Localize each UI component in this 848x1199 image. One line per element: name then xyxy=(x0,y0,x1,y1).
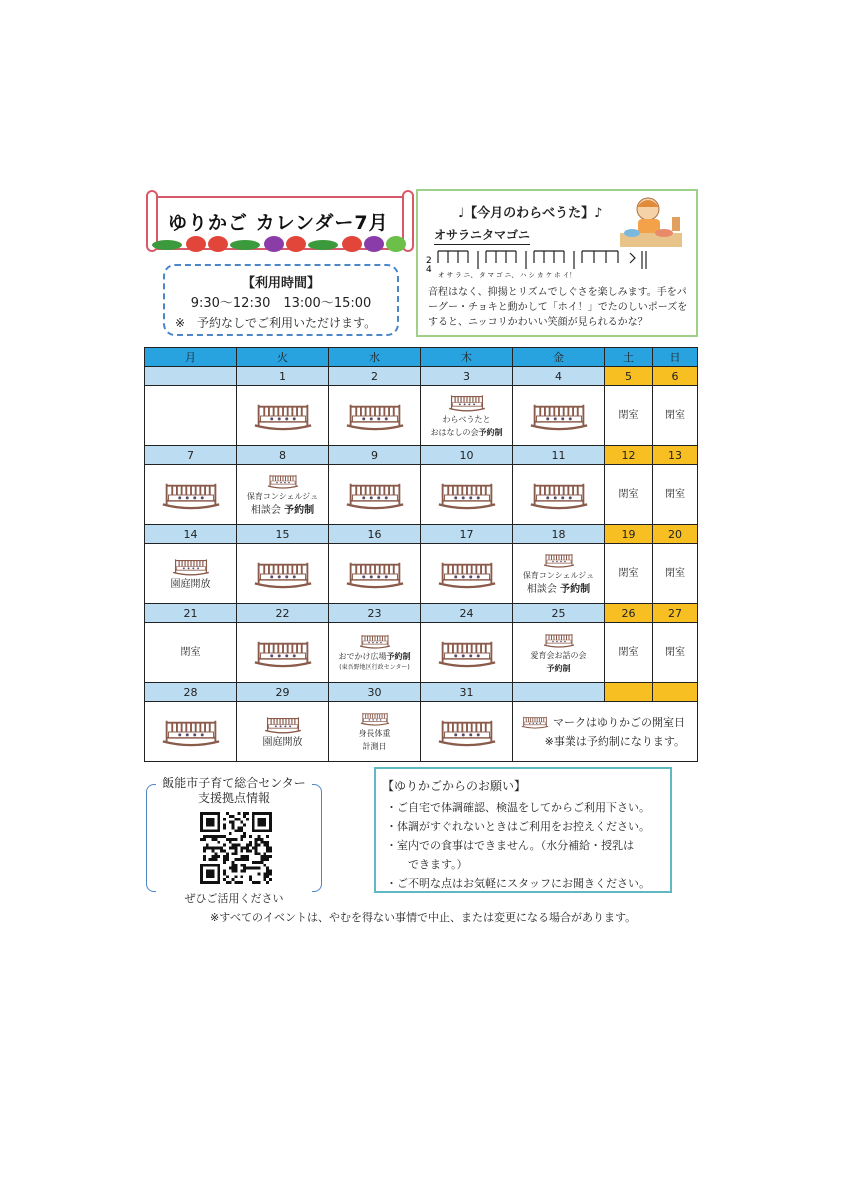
vegetable-decoration xyxy=(150,236,410,256)
day-cell-content xyxy=(653,544,697,603)
legend-cell xyxy=(513,702,698,762)
crib-icon xyxy=(359,633,391,649)
request-item: ・室内での食事はできません。（水分補給・授乳は xyxy=(386,839,635,852)
crib-icon xyxy=(253,638,313,668)
day-cell-content xyxy=(329,465,420,524)
warabe-heading: ♩【今月のわらべうた】♪ xyxy=(458,206,603,221)
day-cell-content xyxy=(145,465,236,524)
svg-text:4: 4 xyxy=(426,265,432,275)
day-cell-content xyxy=(605,386,652,445)
date-number: 29 xyxy=(237,683,329,702)
song-title: オサラニタマゴニ xyxy=(434,226,530,245)
day-cell[interactable] xyxy=(653,544,698,604)
svg-text:オ サ ラ ニ、 タ マ ゴ ニ、 ハ シ カ ケ ホ イ！: オ サ ラ ニ、 タ マ ゴ ニ、 ハ シ カ ケ ホ イ！ xyxy=(438,271,576,279)
event-label-text: 相談会 xyxy=(250,504,281,516)
day-cell-content xyxy=(421,623,512,682)
date-number: 25 xyxy=(513,604,605,623)
date-number: 6 xyxy=(653,367,698,386)
date-number: 28 xyxy=(145,683,237,702)
date-number: 23 xyxy=(329,604,421,623)
day-cell-content xyxy=(653,386,697,445)
closed-label: 閉室 xyxy=(665,410,685,421)
closed-label: 閉室 xyxy=(180,647,201,658)
day-cell[interactable] xyxy=(421,386,513,446)
event-location: (東吾野地区行政センター) xyxy=(339,664,410,671)
date-number: 9 xyxy=(329,446,421,465)
legend-text: マークはゆりかごの開室日 xyxy=(553,716,685,729)
cucumber-icon xyxy=(230,240,260,250)
closed-label: 閉室 xyxy=(665,647,685,658)
crib-icon xyxy=(161,480,221,510)
event-label: 保育コンシェルジュ xyxy=(522,570,595,580)
day-cell[interactable] xyxy=(237,465,329,525)
reservation-badge: 予約制 xyxy=(546,663,571,673)
eggplant-icon xyxy=(364,236,384,252)
crib-icon xyxy=(448,393,486,412)
hours-title: 【利用時間】 xyxy=(241,276,320,291)
day-cell[interactable] xyxy=(329,623,421,683)
event-label xyxy=(527,583,590,596)
date-number: 30 xyxy=(329,683,421,702)
request-item: ・体調がすぐれないときはご利用をお控えください。 xyxy=(386,820,650,833)
date-number: 1 xyxy=(237,367,329,386)
day-cell-content xyxy=(145,702,236,761)
closed-label: 閉室 xyxy=(665,489,685,500)
day-cell-content xyxy=(513,386,604,445)
date-number: 21 xyxy=(145,604,237,623)
event-label: 園庭開放 xyxy=(262,736,303,748)
day-cell-content xyxy=(605,465,652,524)
crib-icon xyxy=(529,480,589,510)
event-label xyxy=(251,504,314,517)
closed-label: 閉室 xyxy=(618,489,639,500)
day-cell[interactable] xyxy=(513,623,605,683)
day-cell-content xyxy=(653,465,697,524)
day-cell-content xyxy=(421,465,512,524)
date-number: 10 xyxy=(421,446,513,465)
date-number: 17 xyxy=(421,525,513,544)
crib-icon xyxy=(529,401,589,431)
day-cell-content xyxy=(513,623,604,682)
page-title: ゆりかご カレンダー7月 xyxy=(168,212,389,234)
event-label: 計測日 xyxy=(362,742,387,751)
weekday-header: 金 xyxy=(513,348,605,367)
date-number: 14 xyxy=(145,525,237,544)
support-caption: ぜひご活用ください xyxy=(184,892,284,905)
event-label: 身長体重 xyxy=(358,729,391,738)
cucumber-icon xyxy=(152,240,182,250)
tomato-icon xyxy=(286,236,306,252)
day-cell-content xyxy=(421,386,512,445)
day-cell[interactable] xyxy=(329,544,421,604)
day-cell-content xyxy=(237,544,328,603)
requests-title: 【ゆりかごからのお願い】 xyxy=(382,779,527,793)
closed-label: 閉室 xyxy=(618,410,639,421)
event-label: 園庭開放 xyxy=(170,578,211,590)
event-label-text: 相談会 xyxy=(526,583,557,595)
day-cell[interactable] xyxy=(421,623,513,683)
day-cell[interactable] xyxy=(513,465,605,525)
day-cell[interactable] xyxy=(145,702,237,762)
crib-icon xyxy=(543,632,575,648)
day-cell[interactable] xyxy=(145,386,237,446)
requests-box xyxy=(374,767,672,893)
date-number: 11 xyxy=(513,446,605,465)
legend-note: ※事業は予約制になります。 xyxy=(544,735,685,748)
date-number: 24 xyxy=(421,604,513,623)
crib-icon xyxy=(172,557,210,576)
date-number: 3 xyxy=(421,367,513,386)
support-title-line1: 飯能市子育て総合センター xyxy=(162,776,306,790)
day-cell[interactable] xyxy=(605,386,653,446)
date-number xyxy=(513,683,605,702)
crib-icon xyxy=(161,717,221,747)
day-cell-content xyxy=(329,623,420,682)
rhythm-notation xyxy=(424,247,654,279)
crib-icon xyxy=(437,717,497,747)
day-cell-content xyxy=(237,702,328,761)
day-cell[interactable] xyxy=(605,623,653,683)
day-cell-content xyxy=(237,623,328,682)
day-cell[interactable] xyxy=(329,386,421,446)
day-cell[interactable] xyxy=(421,465,513,525)
qr-code[interactable] xyxy=(200,812,272,884)
cucumber-icon xyxy=(308,240,338,250)
day-cell-content xyxy=(421,544,512,603)
crib-icon xyxy=(437,559,497,589)
event-label xyxy=(339,651,411,662)
date-number: 7 xyxy=(145,446,237,465)
event-label: わらべうたと xyxy=(442,415,491,424)
support-title xyxy=(146,776,322,806)
day-cell[interactable] xyxy=(145,544,237,604)
crib-icon xyxy=(253,559,313,589)
reservation-badge: 予約制 xyxy=(478,428,503,437)
tomato-icon xyxy=(342,236,362,252)
day-cell-content xyxy=(513,544,604,603)
day-cell[interactable] xyxy=(653,465,698,525)
date-number xyxy=(605,683,653,702)
day-cell-content xyxy=(145,623,236,682)
event-label-text: おはなしの会 xyxy=(430,428,479,437)
day-cell[interactable] xyxy=(653,623,698,683)
child-eating-illustration xyxy=(618,195,684,251)
tomato-icon xyxy=(186,236,206,252)
hours-note: ※ 予約なしでご利用いただけます。 xyxy=(175,316,377,330)
event-label: 愛育会お話の会 xyxy=(530,650,587,660)
day-cell-content xyxy=(237,465,328,524)
date-number: 15 xyxy=(237,525,329,544)
event-label-text: おでかけ広場 xyxy=(338,652,387,661)
crib-icon xyxy=(360,711,390,726)
day-cell[interactable] xyxy=(237,386,329,446)
date-number: 19 xyxy=(605,525,653,544)
crib-icon xyxy=(267,473,299,489)
date-number: 8 xyxy=(237,446,329,465)
event-label: 保育コンシェルジュ xyxy=(246,491,319,501)
closed-label: 閉室 xyxy=(618,647,639,658)
crib-icon xyxy=(437,638,497,668)
day-cell-content xyxy=(513,465,604,524)
date-number: 31 xyxy=(421,683,513,702)
support-center-box xyxy=(146,776,322,905)
date-number: 12 xyxy=(605,446,653,465)
opening-hours-box xyxy=(163,264,399,336)
day-cell[interactable] xyxy=(329,465,421,525)
day-cell[interactable] xyxy=(237,623,329,683)
day-cell-content xyxy=(605,544,652,603)
date-number: 2 xyxy=(329,367,421,386)
reservation-badge: 予約制 xyxy=(560,583,591,595)
requests-list xyxy=(386,798,650,893)
closed-label: 閉室 xyxy=(665,568,685,579)
crib-icon xyxy=(521,715,549,729)
crib-icon xyxy=(345,401,405,431)
hours-time: 9:30～12:30 13:00～15:00 xyxy=(190,296,372,311)
day-cell[interactable] xyxy=(421,544,513,604)
date-number: 5 xyxy=(605,367,653,386)
day-cell[interactable] xyxy=(237,702,329,762)
calendar-legend xyxy=(513,714,697,749)
day-cell-content xyxy=(145,386,236,445)
warabe-uta-box xyxy=(416,189,698,337)
day-cell[interactable] xyxy=(329,702,421,762)
day-cell[interactable] xyxy=(145,623,237,683)
closed-label: 閉室 xyxy=(618,568,639,579)
svg-text:2: 2 xyxy=(426,256,432,266)
request-item: ・ご不明な点はお気軽にスタッフにお聞きください。 xyxy=(386,877,650,890)
date-number: 26 xyxy=(605,604,653,623)
date-number: 4 xyxy=(513,367,605,386)
date-number: 20 xyxy=(653,525,698,544)
tomato-icon xyxy=(208,236,228,252)
day-cell[interactable] xyxy=(145,465,237,525)
weekday-header: 月 xyxy=(145,348,237,367)
day-cell-content xyxy=(329,544,420,603)
day-cell[interactable] xyxy=(237,544,329,604)
crib-icon xyxy=(345,559,405,589)
legend-row xyxy=(521,714,685,730)
event-label xyxy=(431,427,503,438)
date-number: 22 xyxy=(237,604,329,623)
date-number: 18 xyxy=(513,525,605,544)
day-cell-content xyxy=(145,544,236,603)
support-title-line2: 支援拠点情報 xyxy=(197,791,270,805)
reservation-badge: 予約制 xyxy=(386,652,411,661)
day-cell[interactable] xyxy=(421,702,513,762)
day-cell-content xyxy=(237,386,328,445)
reservation-badge: 予約制 xyxy=(284,504,315,516)
eggplant-icon xyxy=(264,236,284,252)
day-cell-content xyxy=(653,623,697,682)
request-item-continued: できます。） xyxy=(408,858,468,871)
day-cell[interactable] xyxy=(605,544,653,604)
title-banner xyxy=(146,190,414,260)
date-number xyxy=(145,367,237,386)
date-number: 16 xyxy=(329,525,421,544)
day-cell[interactable] xyxy=(513,544,605,604)
day-cell-content xyxy=(329,386,420,445)
crib-icon xyxy=(345,480,405,510)
day-cell[interactable] xyxy=(653,386,698,446)
footer-note: ※すべてのイベントは、やむを得ない事情で中止、または変更になる場合があります。 xyxy=(210,911,637,924)
day-cell[interactable] xyxy=(605,465,653,525)
weekday-header: 日 xyxy=(653,348,698,367)
crib-icon xyxy=(543,552,575,568)
day-cell-content xyxy=(605,623,652,682)
date-number: 13 xyxy=(653,446,698,465)
day-cell-content xyxy=(329,702,420,761)
pepper-icon xyxy=(386,236,406,252)
crib-icon xyxy=(253,401,313,431)
day-cell-content xyxy=(421,702,512,761)
weekday-header: 土 xyxy=(605,348,653,367)
request-item: ・ご自宅で体調確認、検温をしてからご利用下さい。 xyxy=(386,801,650,814)
day-cell[interactable] xyxy=(513,386,605,446)
warabe-description: 音程はなく、抑揚とリズムでしぐさを楽しみます。手をパーグー・チョキと動かして「ホイ！」でたのしいポーズをすると、ニッコリかわいい笑顔が見られるかな？ xyxy=(428,287,688,328)
crib-icon xyxy=(437,480,497,510)
weekday-header: 火 xyxy=(237,348,329,367)
weekday-header: 水 xyxy=(329,348,421,367)
date-number: 27 xyxy=(653,604,698,623)
date-number xyxy=(653,683,698,702)
crib-icon xyxy=(264,715,302,734)
weekday-header: 木 xyxy=(421,348,513,367)
calendar-table xyxy=(144,347,698,762)
